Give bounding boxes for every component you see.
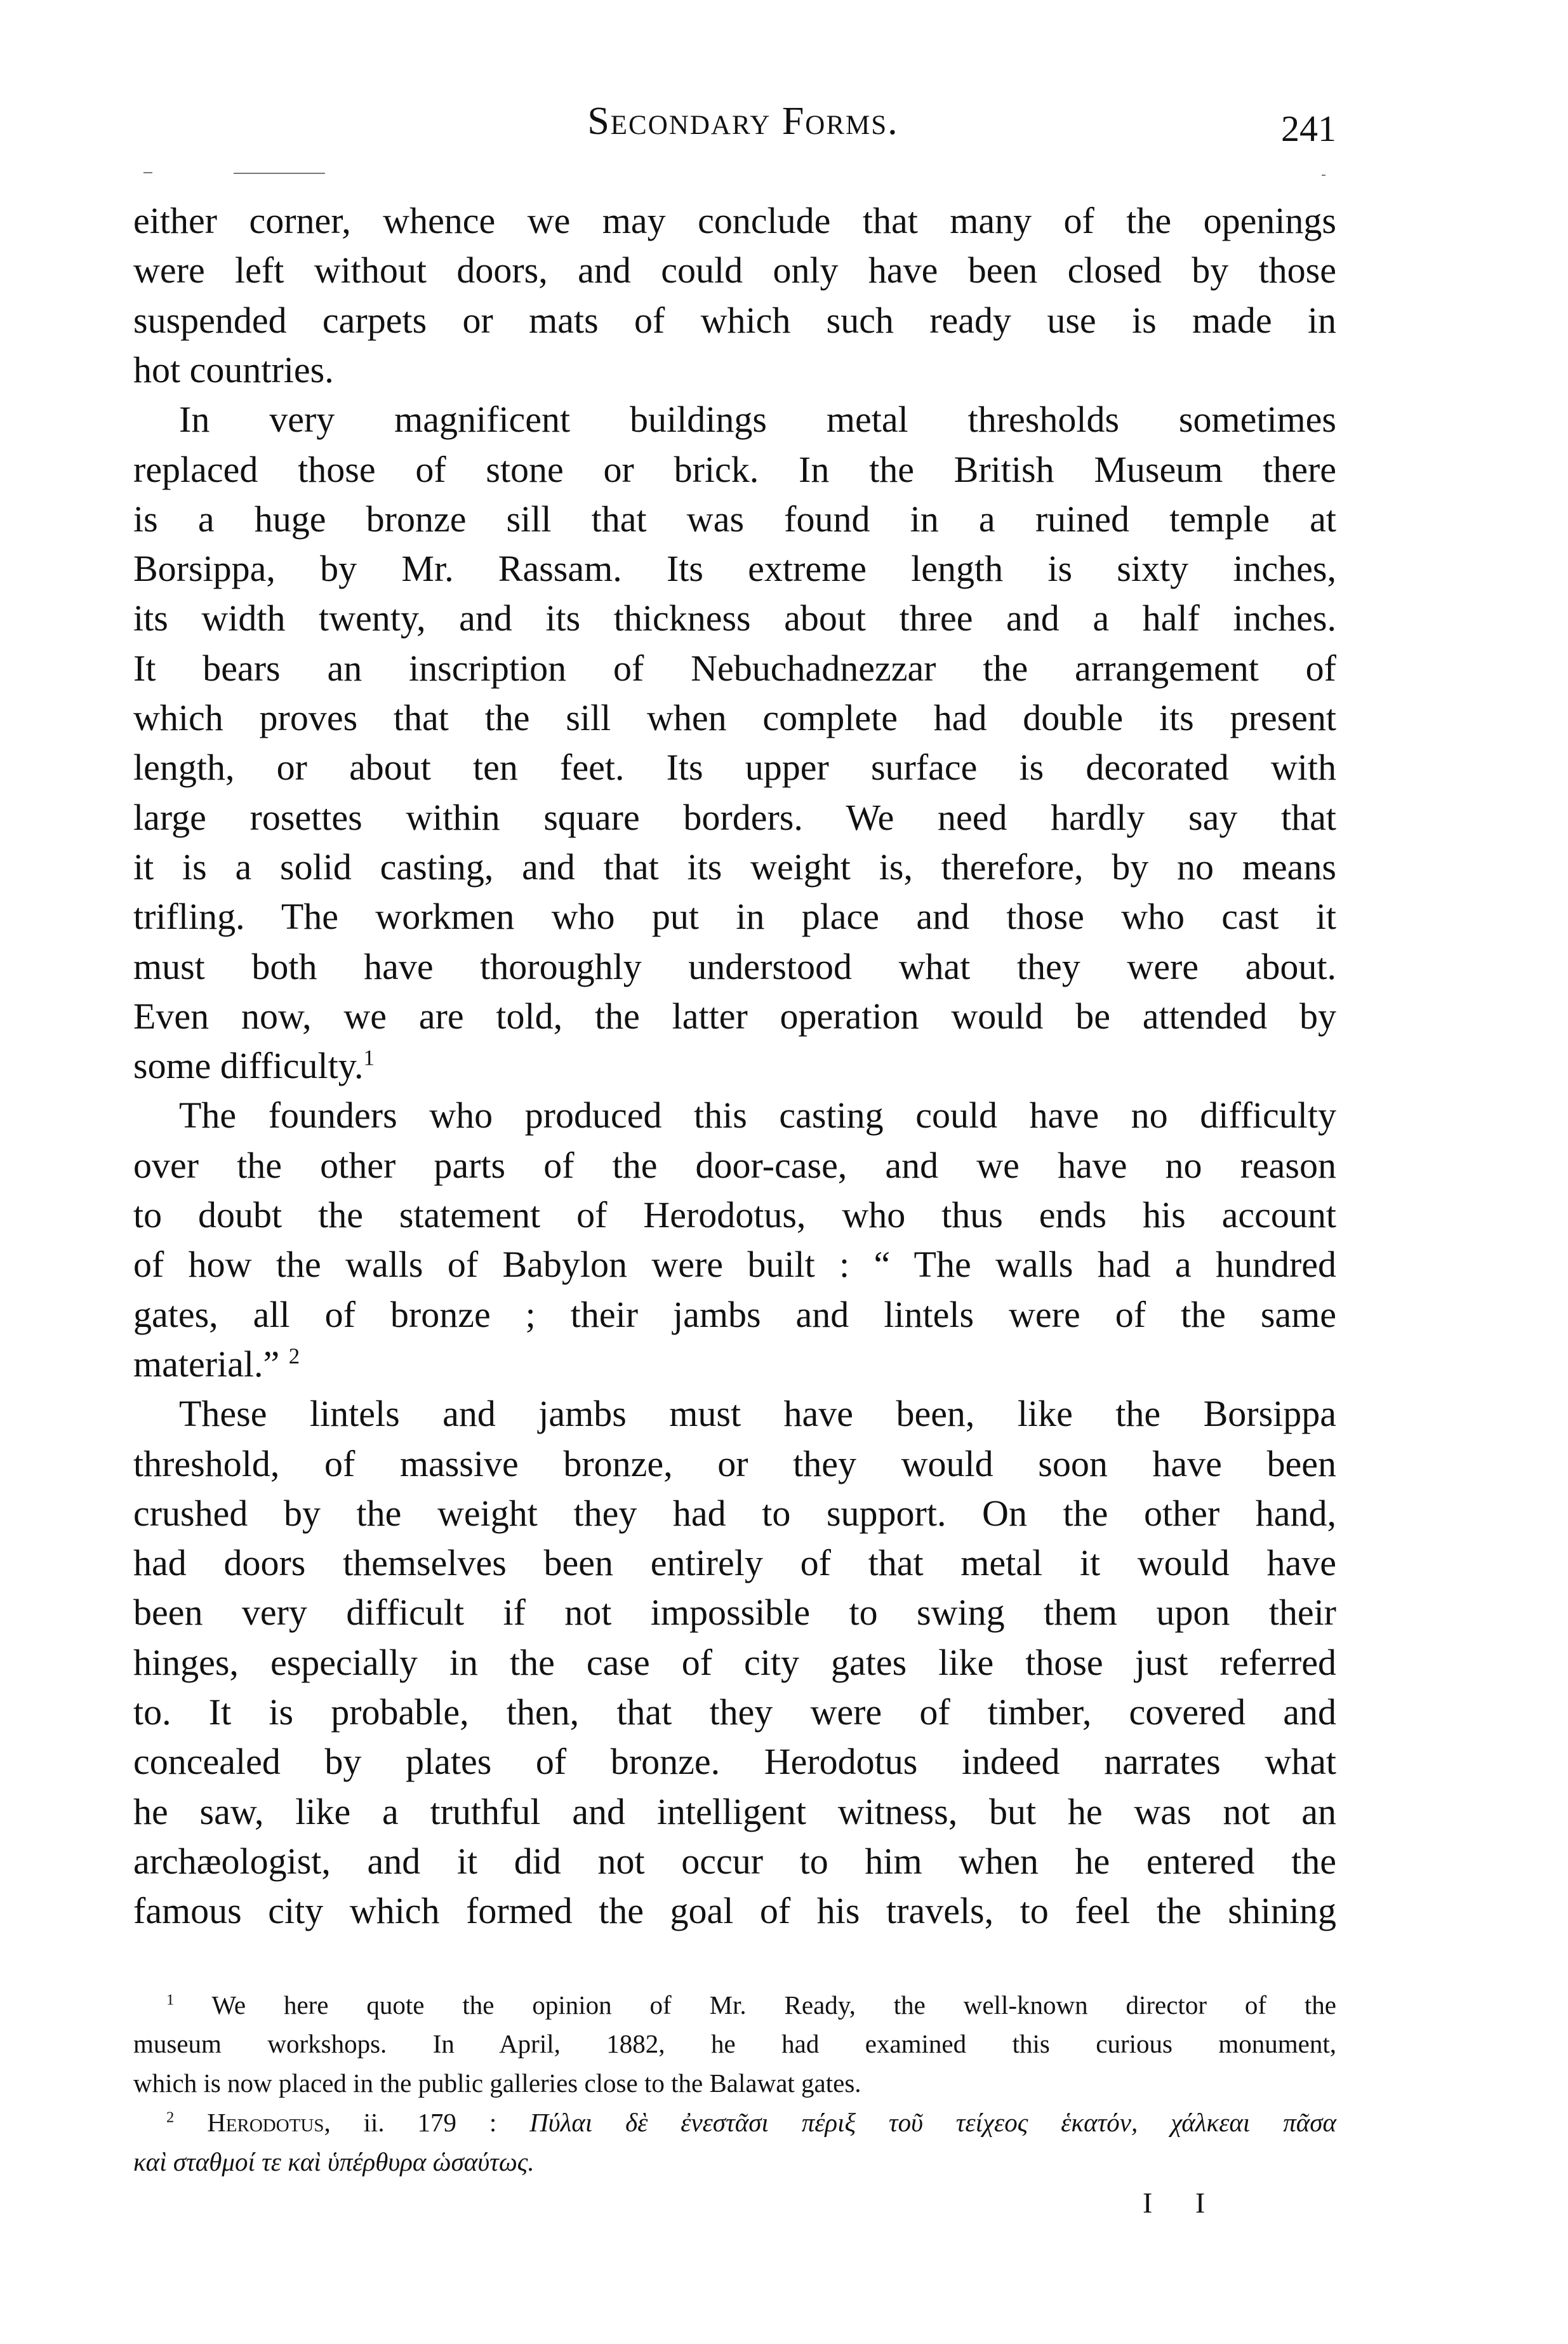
body-line: were left without doors, and could only have been closed by those: [133, 250, 1336, 291]
body-line: The founders who produced this casting could have no difficulty: [179, 1095, 1336, 1136]
footnote-reference-marker[interactable]: 1: [363, 1045, 375, 1070]
footnote-reference-marker[interactable]: 2: [288, 1343, 300, 1369]
body-line: of how the walls of Babylon were built : “ The walls had a hundred: [133, 1244, 1336, 1285]
body-line: to. It is probable, then, that they were of timber, covered and: [133, 1691, 1336, 1733]
body-line: replaced those of stone or brick. In the British Museum there: [133, 449, 1336, 490]
body-line: threshold, of massive bronze, or they would soon have been: [133, 1443, 1336, 1484]
body-line: crushed by the weight they had to support. On the other hand,: [133, 1493, 1336, 1534]
footnote-reference: , ii. 179 :: [324, 2108, 530, 2137]
body-line: either corner, whence we may conclude that many of the openings: [133, 200, 1336, 241]
footnote-author: Herodotus: [207, 2108, 324, 2137]
body-line: Borsippa, by Mr. Rassam. Its extreme length is sixty inches,: [133, 548, 1336, 589]
running-head-title: Secondary Forms.: [587, 100, 899, 143]
body-line: material.” $^2$: [133, 1343, 300, 1385]
body-line: suspended carpets or mats of which such ready use is made in: [133, 300, 1336, 341]
footnote-marker: 2: [166, 2108, 175, 2126]
body-line: he saw, like a truthful and intelligent witness, but he was not an: [133, 1791, 1336, 1832]
signature-mark: I I: [1143, 2187, 1223, 2219]
body-line: It bears an inscription of Nebuchadnezzar the arrangement of: [133, 648, 1336, 689]
body-line: which proves that the sill when complete had double its present: [133, 697, 1336, 738]
body-line: gates, all of bronze ; their jambs and lintels were of the same: [133, 1294, 1336, 1335]
head-rule-mark: [143, 172, 152, 173]
body-line: These lintels and jambs must have been, like the Borsippa: [179, 1393, 1336, 1434]
greek-quotation: καὶ σταθμοί τε καὶ ὑπέρθυρα ὡσαύτως.: [133, 2147, 535, 2176]
body-line: some difficulty.$^1$: [133, 1045, 375, 1086]
body-line: had doors themselves been entirely of that metal it would have: [133, 1542, 1336, 1583]
head-rule-mark: [1322, 175, 1325, 176]
body-line: its width twenty, and its thickness about three and a half inches.: [133, 597, 1336, 639]
body-line: been very difficult if not impossible to swing them upon their: [133, 1592, 1336, 1633]
footnote-1-line: which is now placed in the public galleries close to the Balawat gates.: [133, 2068, 861, 2098]
body-line: famous city which formed the goal of his travels, to feel the shining: [133, 1890, 1336, 1931]
body-line: In very magnificent buildings metal thresholds sometimes: [179, 399, 1336, 440]
body-line: Even now, we are told, the latter operation would be attended by: [133, 996, 1336, 1037]
head-rule-mark: [234, 173, 325, 174]
body-line: trifling. The workmen who put in place and those who cast it: [133, 896, 1336, 937]
body-line: must both have thoroughly understood what they were about.: [133, 946, 1336, 987]
body-line: archæologist, and it did not occur to him when he entered the: [133, 1841, 1336, 1882]
body-line: it is a solid casting, and that its weight is, therefore, by no means: [133, 846, 1336, 888]
footnote-2-line: [166, 2103, 1336, 2142]
greek-quotation: Πύλαι δὲ ἐνεστᾶσι πέριξ τοῦ τείχεος ἑκατόν, χάλκεαι πᾶσα: [529, 2108, 1336, 2137]
body-line: hot countries.: [133, 349, 334, 390]
body-line: over the other parts of the door-case, and we have no reason: [133, 1145, 1336, 1186]
body-line: large rosettes within square borders. We need hardly say that: [133, 797, 1336, 838]
footnote-1-line: $^1$ We here quote the opinion of Mr. Ready, the well-known director of the: [166, 1990, 1336, 2020]
body-line: length, or about ten feet. Its upper surface is decorated with: [133, 747, 1336, 788]
footnote-1-line: museum workshops. In April, 1882, he had examined this curious monument,: [133, 2029, 1336, 2058]
body-line: to doubt the statement of Herodotus, who thus ends his account: [133, 1194, 1336, 1235]
body-line: hinges, especially in the case of city gates like those just referred: [133, 1642, 1336, 1683]
body-line: is a huge bronze sill that was found in a ruined temple at: [133, 498, 1336, 540]
body-line: concealed by plates of bronze. Herodotus indeed narrates what: [133, 1741, 1336, 1782]
footnote-2-line: [133, 2142, 1336, 2181]
footnote-marker: 1: [166, 1991, 175, 2009]
page-number: 241: [1281, 108, 1336, 149]
